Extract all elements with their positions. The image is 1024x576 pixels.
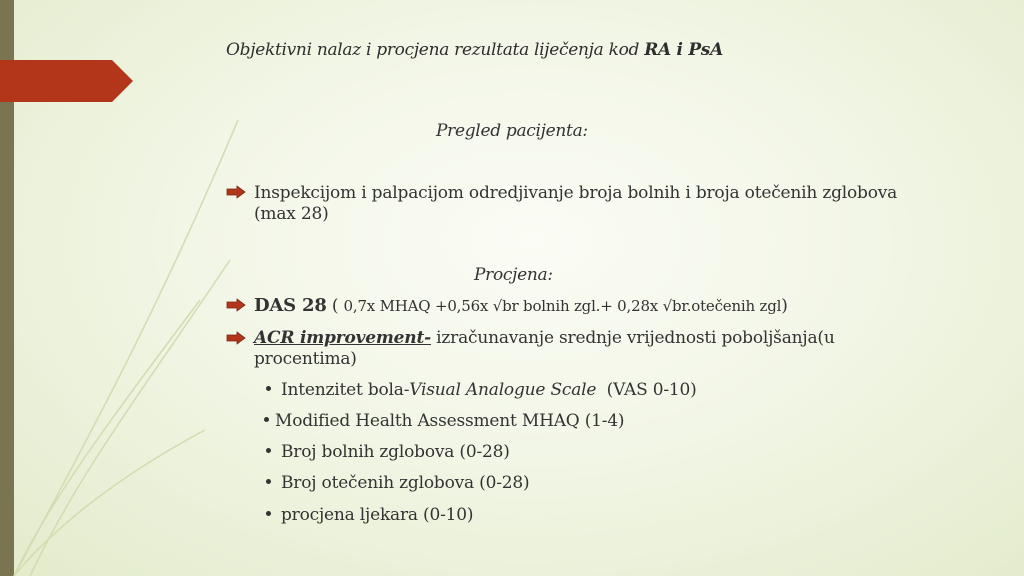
sub-item-physician-assessment: procjena ljekara (0-10) [266,505,473,525]
sub-item-painful-joints: Broj bolnih zglobova (0-28) [266,442,510,462]
bullet-dot-icon [266,479,271,484]
sub-item-mhaq: Modified Health Assessment MHAQ (1-4) [264,411,624,431]
acr-item-line1: ACR improvement- izračunavanje srednje vrijednosti poboljšanja(u [254,328,835,348]
bullet-dot-icon [266,448,271,453]
section-heading-assessment: Procjena: [474,265,553,285]
arrow-bullet-icon [226,185,246,199]
decorative-lines [0,0,260,576]
das28-formula: 0,7x MHAQ +0,56x √br bolnih zgl.+ 0,28x √br.otečenih zgl [343,297,782,315]
acr-item-line2: procentima) [254,349,357,369]
bullet-dot-icon [264,417,269,422]
item-inspection-line2: (max 28) [254,204,329,224]
arrow-bullet-icon [226,298,246,312]
das28-label: DAS 28 [254,295,327,316]
bullet-dot-icon [266,511,271,516]
slide-title: Objektivni nalaz i procjena rezultata liječenja kod RA i PsA [226,40,723,60]
sub-item-vas: Intenzitet bola-Visual Analogue Scale (VAS 0-10) [266,380,697,400]
arrow-bullet-icon [226,331,246,345]
acr-label: ACR improvement- [254,328,431,348]
das28-item: DAS 28 ( 0,7x MHAQ +0,56x √br bolnih zgl.+ 0,28x √br.otečenih zgl) [254,295,788,316]
section-heading-examination: Pregled pacijenta: [436,121,588,141]
bullet-dot-icon [266,386,271,391]
sub-item-swollen-joints: Broj otečenih zglobova (0-28) [266,473,529,493]
item-inspection-line1: Inspekcijom i palpacijom odredjivanje broja bolnih i broja otečenih zglobova [254,183,898,203]
